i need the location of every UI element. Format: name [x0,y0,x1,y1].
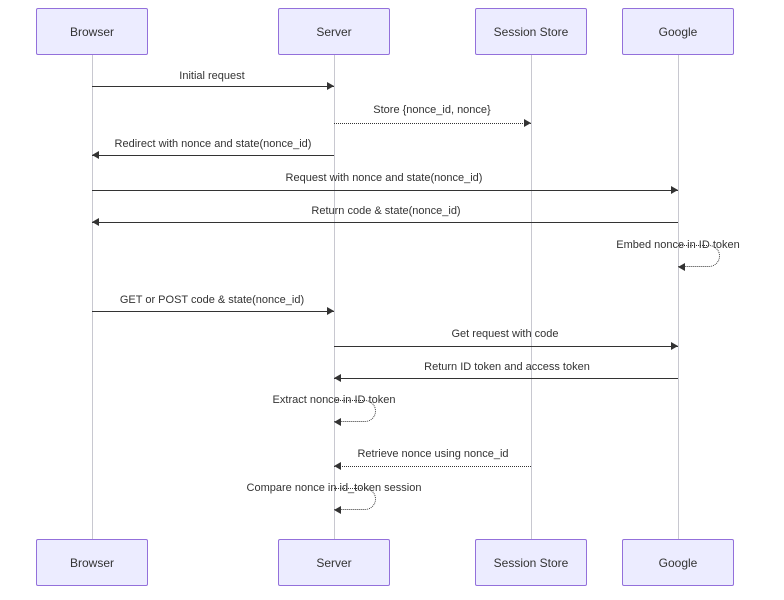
actor-label: Server [316,555,352,570]
arrow-head [92,151,99,159]
arrow-head [334,506,341,514]
message-line [92,155,334,156]
message-line [92,190,678,191]
actor-label: Browser [69,555,114,570]
message-label: Redirect with nonce and state(nonce_id) [114,138,312,150]
message-label: GET or POST code & state(nonce_id) [119,294,305,306]
arrow-head [671,342,678,350]
actor-box-session_store-bottom[interactable] [475,539,587,586]
message-line [334,123,531,124]
arrow-head [671,186,678,194]
arrow-head [92,218,99,226]
actor-box-server-bottom[interactable] [278,539,390,586]
arrow-head [678,263,685,271]
actor-label: Google [658,24,698,39]
actor-label: Google [658,555,698,570]
message-line [334,466,531,467]
actor-box-browser-top[interactable] [36,8,148,55]
actor-label: Session Store [493,555,569,570]
message-line [92,86,334,87]
actor-box-session_store-top[interactable] [475,8,587,55]
actor-box-google-bottom[interactable] [622,539,734,586]
lifeline-session_store [531,55,532,539]
message-line [92,222,678,223]
message-label: Store {nonce_id, nonce} [373,104,491,116]
message-label: Embed nonce in ID token [616,239,740,251]
message-label: Initial request [179,70,245,82]
arrow-head [334,418,341,426]
actor-box-browser-bottom[interactable] [36,539,148,586]
arrow-head [327,82,334,90]
actor-box-server-top[interactable] [278,8,390,55]
message-label: Retrieve nonce using nonce_id [357,448,509,460]
message-label: Return ID token and access token [424,361,590,373]
arrow-head [334,462,341,470]
message-label: Request with nonce and state(nonce_id) [285,172,483,184]
lifeline-google [678,55,679,539]
message-line [334,346,678,347]
message-label: Extract nonce in ID token [272,394,396,406]
lifeline-browser [92,55,93,539]
message-line [334,378,678,379]
message-label: Get request with code [451,328,559,340]
message-label: Compare nonce in id_token session [246,482,422,494]
actor-label: Server [316,24,352,39]
message-label: Return code & state(nonce_id) [311,205,461,217]
actor-box-google-top[interactable] [622,8,734,55]
actor-label: Browser [69,24,114,39]
arrow-head [524,119,531,127]
actor-label: Session Store [493,24,569,39]
message-line [92,311,334,312]
arrow-head [327,307,334,315]
arrow-head [334,374,341,382]
